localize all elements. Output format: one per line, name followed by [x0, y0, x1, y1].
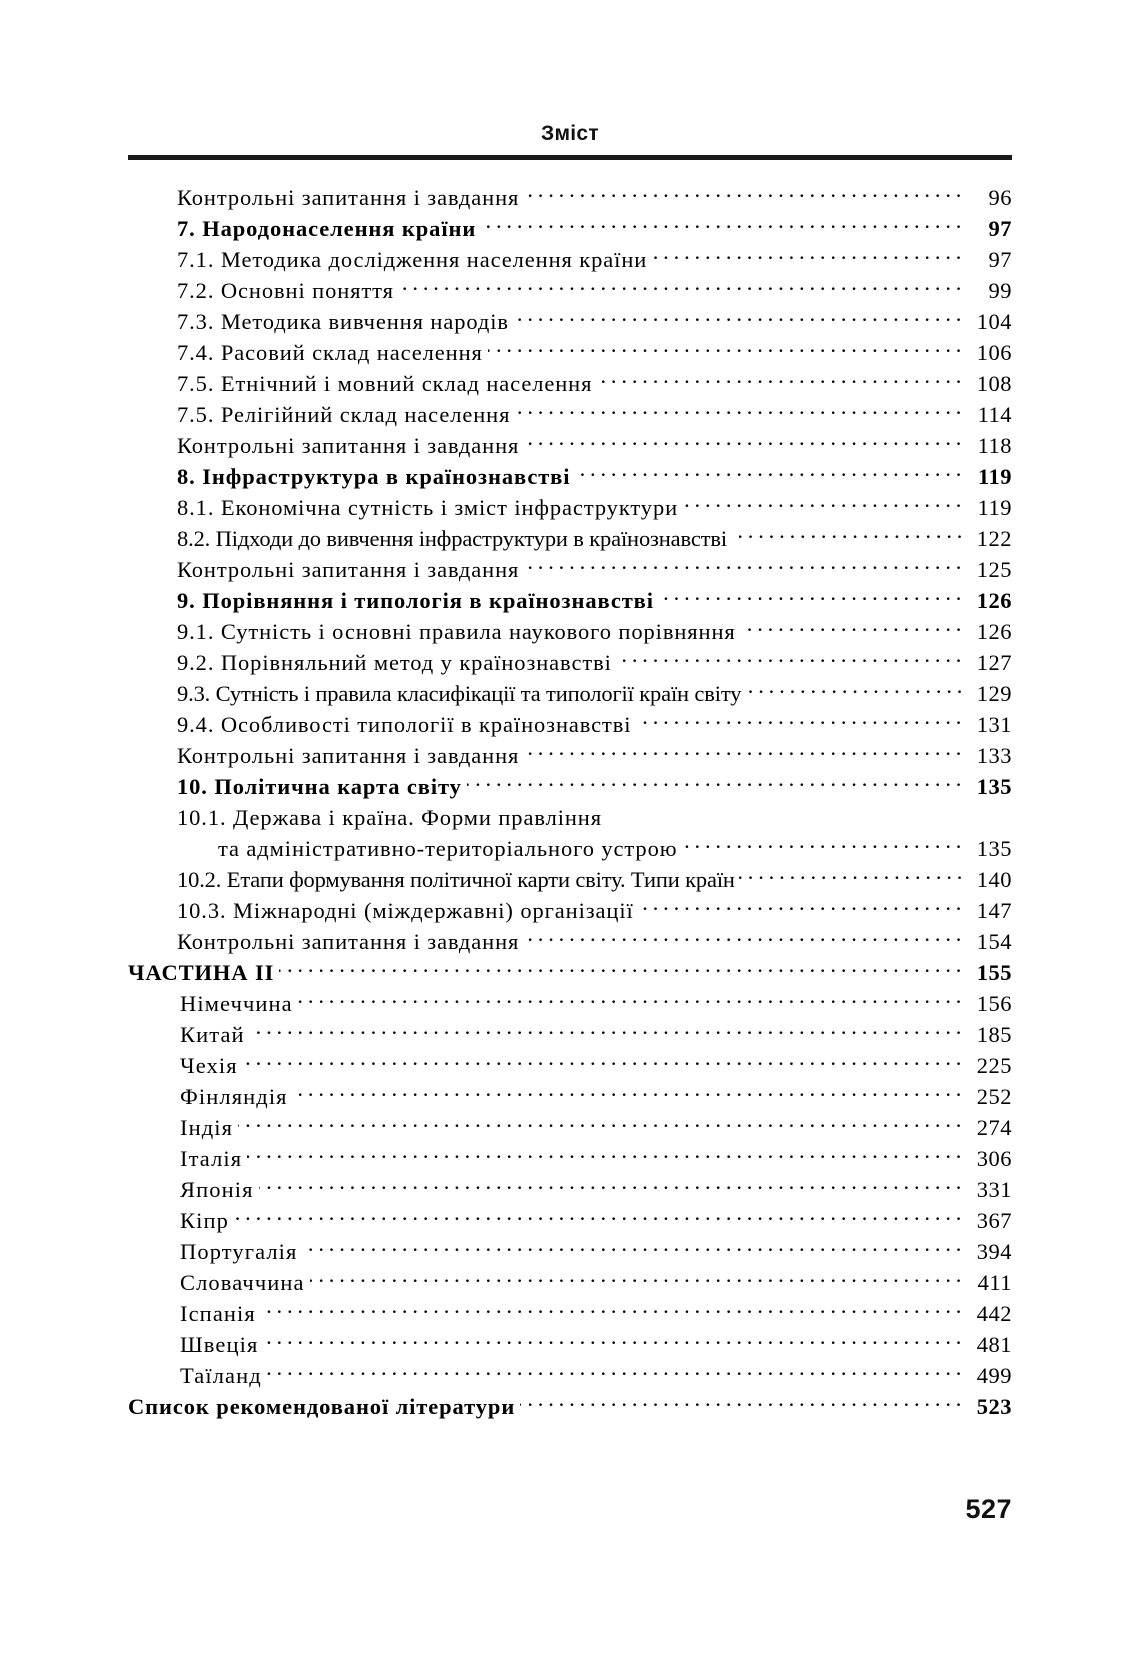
toc-entry-page-number: 127	[976, 650, 1012, 675]
toc-dot-leader	[745, 679, 962, 702]
toc-entry[interactable]	[128, 740, 1012, 771]
toc-dot-leader	[514, 307, 961, 330]
toc-entry-label: 7.5. Релігійний склад населення	[177, 402, 511, 427]
toc-dot-leader	[302, 1237, 961, 1260]
toc-entry-label: 7.4. Расовий склад населення	[177, 340, 483, 365]
toc-dot-leader	[520, 1392, 961, 1415]
toc-dot-leader	[597, 369, 961, 392]
toc-entry[interactable]	[128, 461, 1012, 492]
toc-entry-page-number: 122	[976, 526, 1012, 551]
toc-entry[interactable]	[128, 771, 1012, 802]
toc-dot-leader	[310, 1268, 961, 1291]
toc-entry-label: Німеччина	[180, 991, 293, 1016]
toc-entry-label: 9.3. Сутність і правила класифікації та типології країн світу	[177, 681, 742, 706]
toc-entry[interactable]	[128, 1019, 1012, 1050]
toc-dot-leader	[524, 741, 961, 764]
toc-entry[interactable]	[128, 926, 1012, 957]
toc-entry-label: Контрольні запитання і завдання	[177, 929, 520, 954]
toc-entry-page-number: 155	[976, 960, 1012, 985]
toc-entry-page-number: 104	[976, 309, 1012, 334]
toc-dot-leader	[741, 617, 961, 640]
toc-entry-page-number: 274	[976, 1115, 1012, 1140]
toc-entry-page-number: 119	[977, 464, 1012, 489]
toc-entry-label: 10. Політична карта світу	[177, 774, 462, 799]
toc-entry-label: 7. Народонаселення країни	[177, 216, 477, 241]
toc-entry-page-number: 499	[976, 1363, 1012, 1388]
toc-entry-label: Список рекомендованої літератури	[128, 1394, 516, 1419]
toc-entry[interactable]	[128, 430, 1012, 461]
toc-entry-label: Контрольні запитання і завдання	[177, 185, 520, 210]
toc-entry[interactable]	[128, 275, 1012, 306]
toc-entry[interactable]	[128, 368, 1012, 399]
toc-entry-page-number: 126	[976, 619, 1012, 644]
toc-entry-label: Контрольні запитання і завдання	[177, 557, 520, 582]
toc-dot-leader	[259, 1175, 961, 1198]
toc-entry[interactable]	[128, 306, 1012, 337]
toc-entry[interactable]	[128, 678, 1012, 709]
toc-entry[interactable]	[128, 709, 1012, 740]
page-number: 527	[965, 1494, 1012, 1524]
toc-entry-label: Кіпр	[180, 1208, 229, 1233]
toc-entry-page-number: 97	[988, 247, 1012, 272]
toc-entry[interactable]	[128, 647, 1012, 678]
toc-entry[interactable]	[128, 1236, 1012, 1267]
running-head: Зміст	[541, 122, 599, 145]
toc-entry[interactable]	[128, 213, 1012, 244]
toc-dot-leader	[399, 276, 961, 299]
toc-entry[interactable]	[128, 864, 1012, 895]
toc-entry[interactable]	[128, 182, 1012, 213]
toc-entry-page-number: 133	[976, 743, 1012, 768]
toc-entry-page-number: 99	[988, 278, 1012, 303]
toc-entry-label: Таїланд	[180, 1363, 262, 1388]
toc-entry-label: Швеція	[180, 1332, 259, 1357]
toc-entry-label: 10.1. Держава і країна. Форми правління	[177, 805, 602, 830]
toc-dot-leader	[243, 1051, 961, 1074]
toc-entry-label: Фінляндія	[180, 1084, 288, 1109]
toc-dot-leader	[515, 400, 961, 423]
toc-entry[interactable]	[128, 1391, 1012, 1422]
toc-dot-leader	[234, 1206, 961, 1229]
toc-entry-label: 7.3. Методика вивчення народів	[177, 309, 509, 334]
toc-entry-page-number: 225	[976, 1053, 1012, 1078]
toc-entry-page-number: 481	[976, 1332, 1012, 1357]
toc-dot-leader	[467, 772, 961, 795]
toc-dot-leader	[481, 214, 961, 237]
toc-entry[interactable]	[128, 1298, 1012, 1329]
toc-entry[interactable]	[128, 802, 1012, 833]
toc-dot-leader	[263, 1330, 961, 1353]
toc-entry[interactable]	[128, 1360, 1012, 1391]
toc-entry[interactable]	[128, 1267, 1012, 1298]
toc-entry-page-number: 97	[988, 216, 1012, 241]
toc-entry-label: Португалія	[180, 1239, 298, 1264]
toc-entry[interactable]	[128, 1081, 1012, 1112]
toc-dot-leader	[575, 462, 961, 485]
toc-entry-page-number: 114	[977, 402, 1012, 427]
toc-dot-leader	[247, 1144, 961, 1167]
toc-entry-label: Китай	[180, 1022, 245, 1047]
toc-dot-leader	[659, 586, 961, 609]
toc-dot-leader	[238, 1113, 961, 1136]
toc-dot-leader	[267, 1361, 961, 1384]
toc-entry-label: 7.1. Методика дослідження населення країни	[177, 247, 648, 272]
toc-entry-page-number: 147	[976, 898, 1012, 923]
toc-entry[interactable]	[128, 244, 1012, 275]
toc-entry-label: 9.1. Сутність і основні правила наукового порівняння	[177, 619, 736, 644]
toc-entry-label: 10.3. Міжнародні (міждержавні) організації	[177, 898, 634, 923]
toc-dot-leader	[731, 524, 962, 547]
toc-dot-leader	[524, 555, 961, 578]
toc-entry-page-number: 154	[976, 929, 1012, 954]
toc-entry-page-number: 126	[976, 588, 1012, 613]
toc-entry-label: 7.5. Етнічний і мовний склад населення	[177, 371, 593, 396]
toc-entry-page-number: 185	[976, 1022, 1012, 1047]
toc-dot-leader	[298, 989, 961, 1012]
toc-entry-label: 9.2. Порівняльний метод у країнознавстві	[177, 650, 612, 675]
toc-entry-label: 7.2. Основні поняття	[177, 278, 394, 303]
toc-entry[interactable]	[128, 895, 1012, 926]
toc-entry-page-number: 442	[976, 1301, 1012, 1326]
toc-entry-label: Контрольні запитання і завдання	[177, 743, 520, 768]
toc-entry[interactable]	[128, 1050, 1012, 1081]
toc-entry[interactable]	[128, 1143, 1012, 1174]
toc-entry-label: 10.2. Етапи формування політичної карти світу. Типи країн	[177, 867, 735, 892]
toc-dot-leader	[524, 927, 961, 950]
toc-dot-leader	[739, 865, 962, 888]
toc-entry[interactable]	[128, 399, 1012, 430]
toc-dot-leader	[524, 183, 961, 206]
toc-entry[interactable]	[128, 337, 1012, 368]
toc-dot-leader	[279, 958, 961, 981]
toc-dot-leader	[488, 338, 961, 361]
toc-entry-label: Індія	[180, 1115, 234, 1140]
toc-entry-page-number: 156	[976, 991, 1012, 1016]
toc-entry-label: Чехія	[180, 1053, 238, 1078]
toc-entry-label: Іспанія	[180, 1301, 256, 1326]
toc-dot-leader	[652, 245, 961, 268]
toc-dot-leader	[261, 1299, 961, 1322]
toc-entry-page-number: 252	[976, 1084, 1012, 1109]
toc-entry-page-number: 135	[976, 836, 1012, 861]
toc-entry[interactable]	[128, 833, 1012, 864]
toc-entry[interactable]	[128, 554, 1012, 585]
toc-entry[interactable]	[128, 957, 1012, 988]
toc-dot-leader	[617, 648, 961, 671]
toc-dot-leader	[683, 493, 961, 516]
toc-entry-page-number: 306	[976, 1146, 1012, 1171]
toc-entry-label: 8. Інфраструктура в країнознавстві	[177, 464, 571, 489]
toc-entry-page-number: 119	[977, 495, 1012, 520]
toc-entry-label: та адміністративно-територіального устрою	[218, 836, 678, 861]
toc-entry[interactable]	[128, 585, 1012, 616]
toc-entry-page-number: 331	[976, 1177, 1012, 1202]
toc-entry-label: 8.1. Економічна сутність і зміст інфраструктури	[177, 495, 679, 520]
table-of-contents	[128, 182, 1012, 1422]
toc-entry-label: Словаччина	[180, 1270, 305, 1295]
toc-entry[interactable]	[128, 1174, 1012, 1205]
toc-dot-leader	[682, 834, 961, 857]
toc-entry-label: 9. Порівняння і типологія в країнознавстві	[177, 588, 654, 613]
toc-dot-leader	[250, 1020, 961, 1043]
toc-entry-page-number: 394	[976, 1239, 1012, 1264]
toc-entry[interactable]	[128, 1329, 1012, 1360]
toc-entry-page-number: 118	[977, 433, 1012, 458]
toc-entry-label: Контрольні запитання і завдання	[177, 433, 520, 458]
header-rule	[128, 155, 1012, 160]
toc-entry-label: Італія	[180, 1146, 243, 1171]
toc-entry[interactable]	[128, 523, 1012, 554]
toc-dot-leader	[636, 710, 961, 733]
toc-entry[interactable]	[128, 1112, 1012, 1143]
toc-entry-label: 8.2. Підходи до вивчення інфраструктури в країнознавстві	[177, 526, 727, 551]
toc-entry-label: Японія	[180, 1177, 254, 1202]
toc-dot-leader	[524, 431, 961, 454]
toc-entry-page-number: 411	[977, 1270, 1012, 1295]
toc-entry-label: 9.4. Особливості типології в країнознавстві	[177, 712, 632, 737]
toc-entry-label: ЧАСТИНА II	[128, 960, 275, 985]
toc-entry-page-number: 135	[976, 774, 1012, 799]
toc-entry[interactable]	[128, 616, 1012, 647]
toc-entry-page-number: 96	[988, 185, 1012, 210]
toc-entry-page-number: 523	[976, 1394, 1012, 1419]
toc-entry[interactable]	[128, 1205, 1012, 1236]
toc-dot-leader	[293, 1082, 961, 1105]
toc-entry-page-number: 140	[976, 867, 1012, 892]
toc-entry-page-number: 106	[976, 340, 1012, 365]
toc-entry[interactable]	[128, 988, 1012, 1019]
toc-entry-page-number: 131	[976, 712, 1012, 737]
toc-entry-page-number: 108	[976, 371, 1012, 396]
toc-entry-page-number: 129	[976, 681, 1012, 706]
toc-entry-page-number: 367	[976, 1208, 1012, 1233]
toc-entry[interactable]	[128, 492, 1012, 523]
toc-dot-leader	[639, 896, 961, 919]
toc-entry-page-number: 125	[976, 557, 1012, 582]
